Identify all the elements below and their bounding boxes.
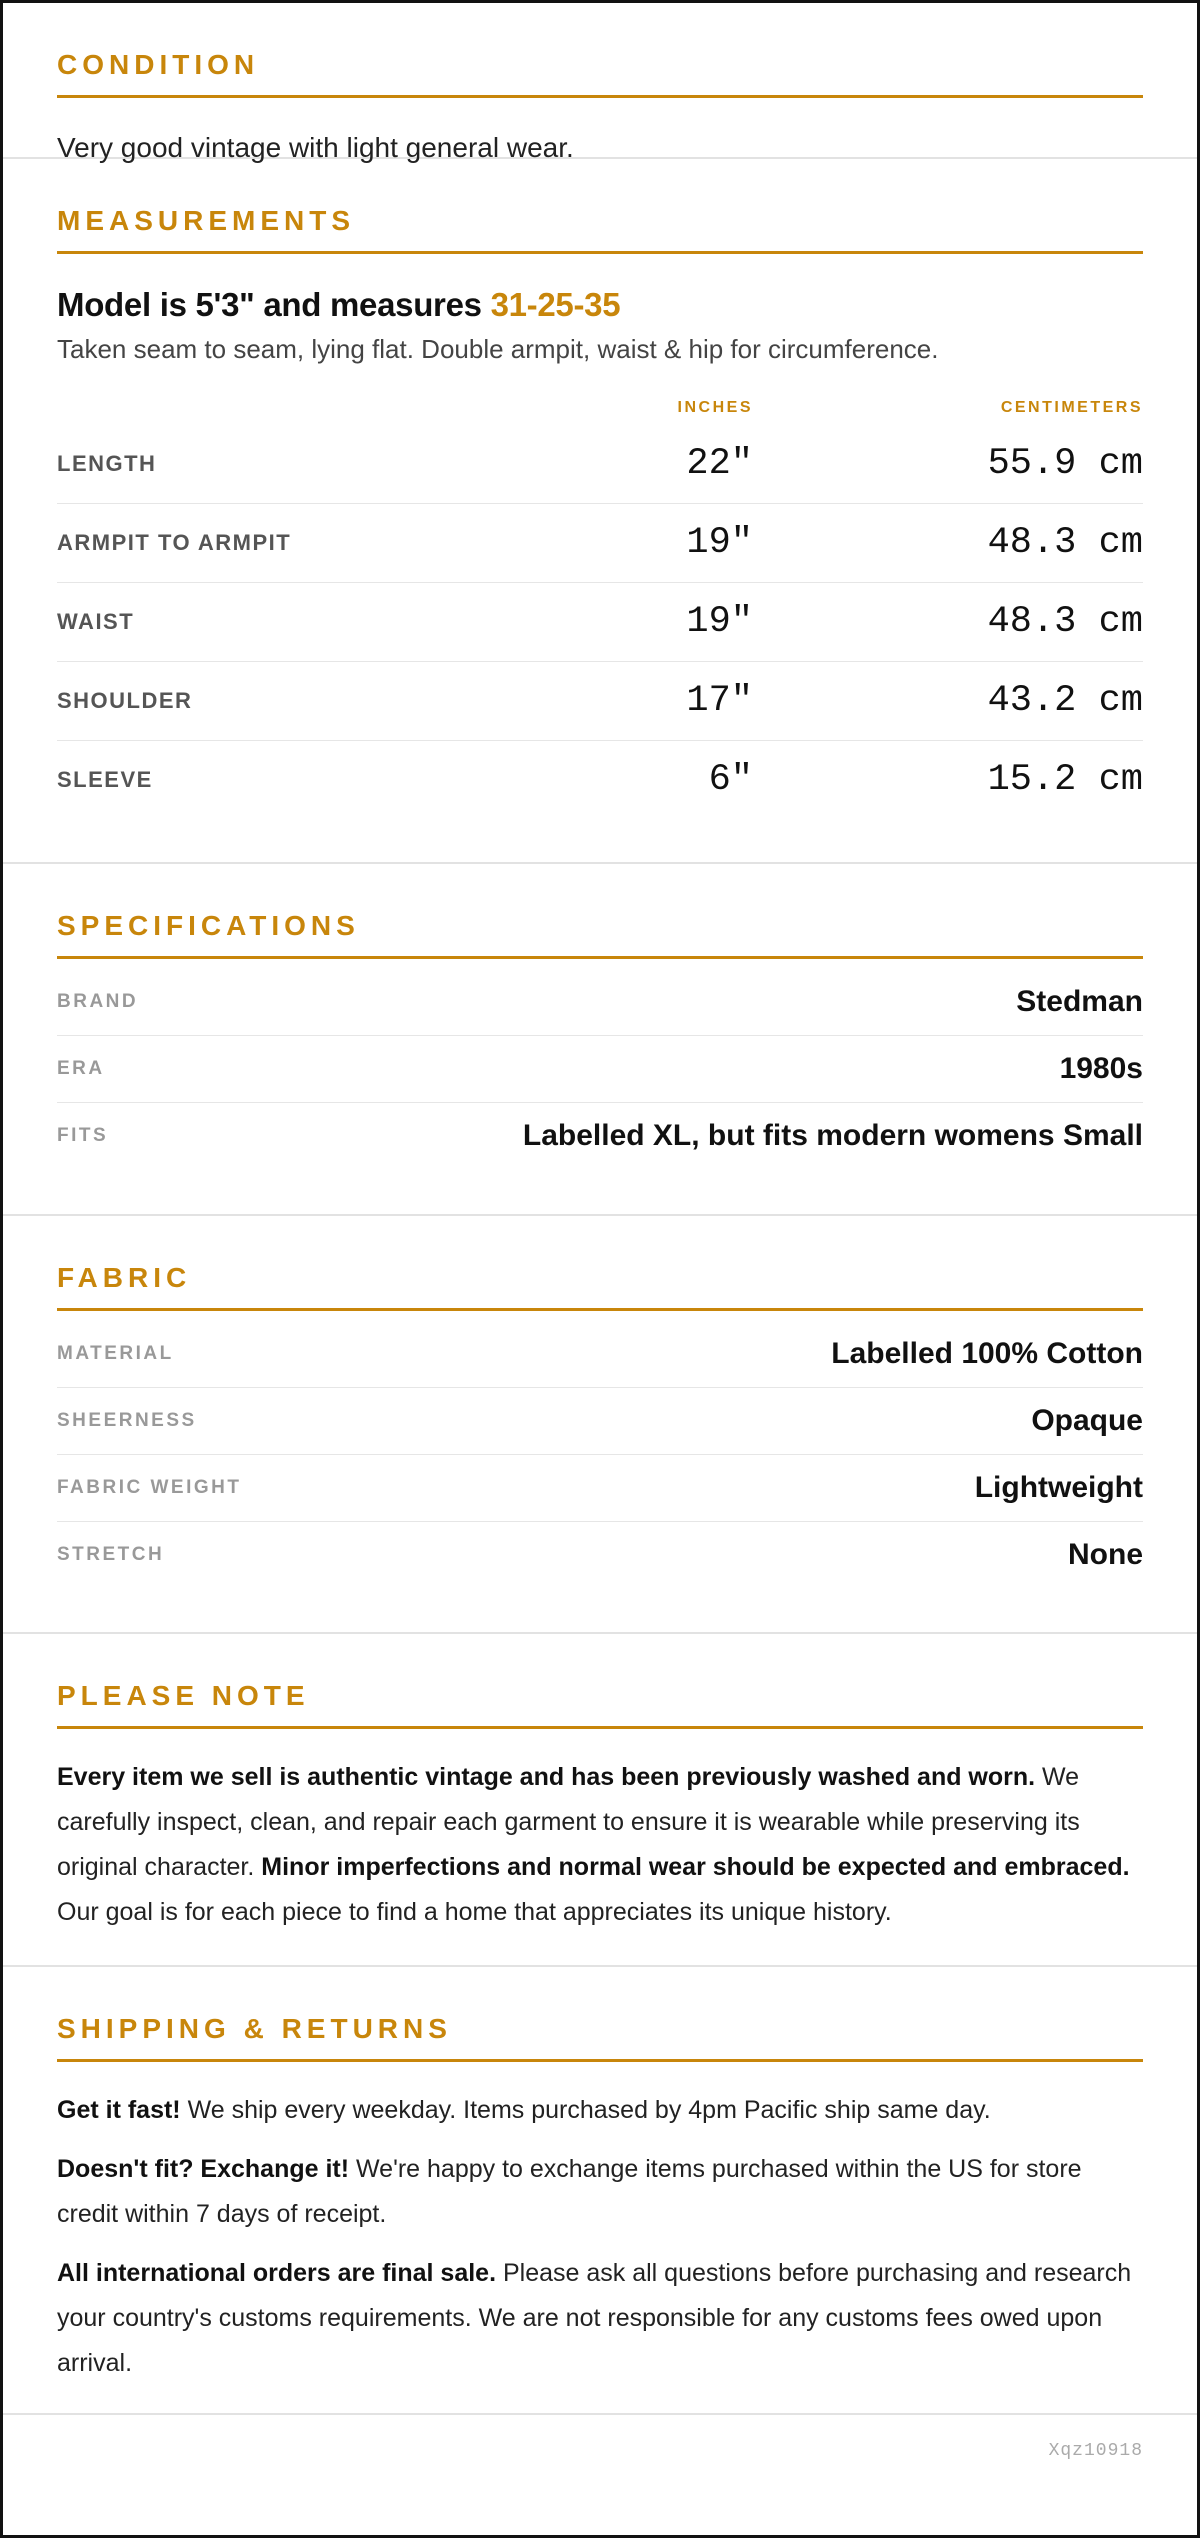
measure-cm: 15.2 cm [987,759,1143,801]
fabric-value: Labelled 100% Cotton [831,1337,1143,1370]
sku-code: Xqz10918 [1048,2441,1143,2461]
fabric-value: None [1068,1538,1143,1571]
label-column-header [57,399,573,425]
measure-inches: 19" [686,522,753,564]
spec-value: Stedman [1016,985,1143,1018]
list-item [57,1321,1143,1388]
measure-cm: 43.2 cm [987,680,1143,722]
table-row [57,662,1143,741]
measurements-table-header [57,399,1143,425]
table-row [57,583,1143,662]
fabric-label: SHEERNESS [57,1410,197,1431]
table-row [57,741,1143,819]
measure-inches: 6" [708,759,753,801]
please-note-section [3,1634,1197,1967]
centimeters-column-header: CENTIMETERS [1000,399,1143,416]
spec-label: FITS [57,1125,109,1146]
measure-inches: 17" [686,680,753,722]
specifications-heading: SPECIFICATIONS [57,910,1143,959]
fabric-label: STRETCH [57,1544,165,1565]
please-note-heading: PLEASE NOTE [57,1680,1143,1729]
fabric-label: FABRIC WEIGHT [57,1477,242,1498]
measure-inches: 22" [686,443,753,485]
measure-label: SLEEVE [57,767,153,792]
measurements-heading: MEASUREMENTS [57,205,1143,254]
fabric-section [3,1216,1197,1634]
measurements-table [57,425,1143,819]
condition-section [3,3,1197,163]
note-text-1: We carefully inspect, clean, and repair each garment to ensure it is wearable while preserving its original character. [57,1763,1080,1881]
note-bold-2: Minor imperfections and normal wear should be expected and embraced. [261,1853,1130,1881]
spec-value: 1980s [1059,1052,1143,1085]
spec-label: ERA [57,1058,105,1079]
model-measurements [57,286,1143,324]
fabric-heading: FABRIC [57,1262,1143,1311]
shipping-paragraph-3 [57,2251,1143,2386]
note-text-2: Our goal is for each piece to find a home that appreciates its unique history. [57,1898,892,1926]
measure-label: WAIST [57,609,135,634]
measure-cm: 55.9 cm [987,443,1143,485]
shipping-heading: SHIPPING & RETURNS [57,2013,1143,2062]
shipping-text-3: Please ask all questions before purchasing and research your country's customs requirements. We are not responsible for any customs fees owed upon arrival. [57,2259,1132,2377]
spec-label: BRAND [57,991,139,1012]
list-item [57,1455,1143,1522]
shipping-bold-3: All international orders are final sale. [57,2259,497,2287]
shipping-bold-2: Doesn't fit? Exchange it! [57,2155,350,2183]
condition-text: Very good vintage with light general wear. [57,132,574,163]
measure-cm: 48.3 cm [987,522,1143,564]
measure-inches: 19" [686,601,753,643]
list-item [57,1522,1143,1588]
fabric-value: Opaque [1031,1404,1143,1437]
fabric-value: Lightweight [974,1471,1143,1504]
measure-label: LENGTH [57,451,157,476]
specifications-list [57,969,1143,1169]
list-item [57,1036,1143,1103]
shipping-bold-1: Get it fast! [57,2096,181,2124]
model-figures: 31-25-35 [490,286,621,323]
fabric-label: MATERIAL [57,1343,174,1364]
note-bold-1: Every item we sell is authentic vintage and has been previously washed and worn. [57,1763,1036,1791]
shipping-paragraph-2 [57,2147,1143,2237]
condition-heading: CONDITION [57,49,1143,98]
shipping-text-2: We're happy to exchange items purchased within the US for store credit within 7 days of receipt. [57,2155,1082,2228]
measure-label: ARMPIT TO ARMPIT [57,530,292,555]
measurements-section [3,159,1197,864]
measure-cm: 48.3 cm [987,601,1143,643]
measure-label: SHOULDER [57,688,193,713]
shipping-text-1: We ship every weekday. Items purchased by 4pm Pacific ship same day. [180,2096,991,2124]
shipping-section [3,1967,1197,2415]
shipping-paragraph-1 [57,2088,1143,2133]
inches-column-header: INCHES [677,399,753,416]
table-row [57,504,1143,583]
footer [3,2415,1197,2487]
measurements-subtitle: Taken seam to seam, lying flat. Double armpit, waist & hip for circumference. [57,334,939,364]
specifications-section [3,864,1197,1216]
please-note-text [57,1755,1143,1935]
list-item [57,1388,1143,1455]
fabric-list [57,1321,1143,1588]
table-row [57,425,1143,504]
model-prefix: Model is 5'3" and measures [57,286,491,323]
list-item [57,1103,1143,1169]
list-item [57,969,1143,1036]
spec-value: Labelled XL, but fits modern womens Small [522,1119,1143,1152]
